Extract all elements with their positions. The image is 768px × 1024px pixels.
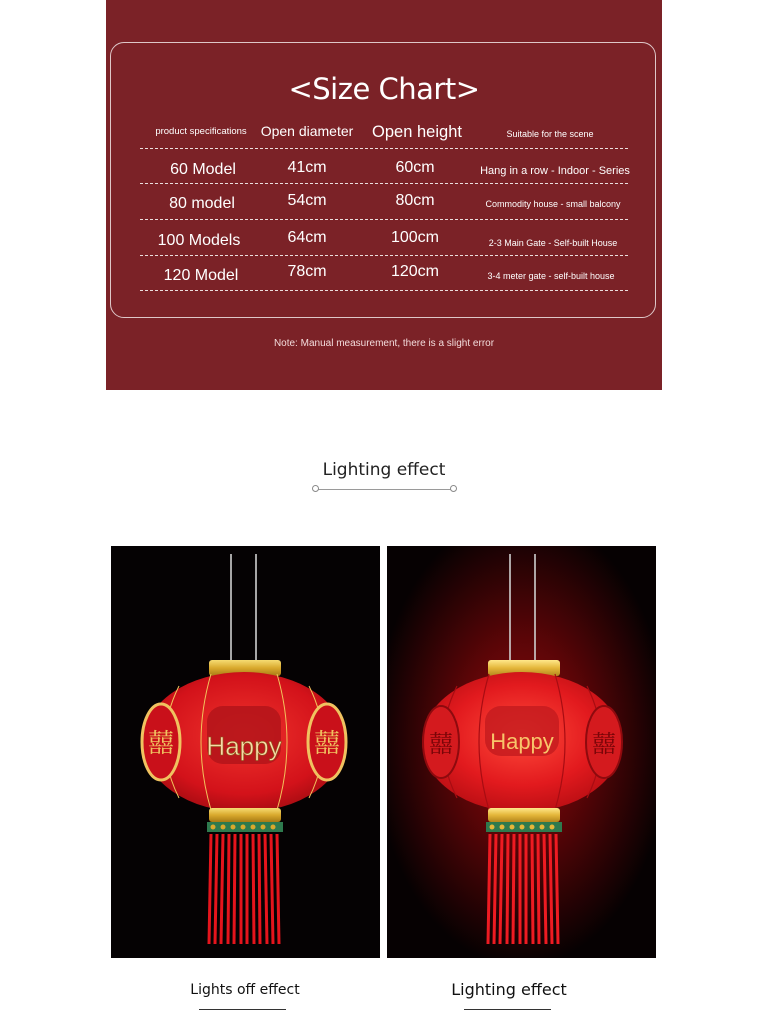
row-diameter: 64cm	[287, 229, 327, 246]
size-chart-title: <Size Chart>	[288, 72, 480, 106]
row-diameter: 54cm	[287, 192, 327, 209]
row-scene: Hang in a row - Indoor - Series	[480, 165, 630, 177]
divider	[140, 219, 628, 220]
divider	[140, 148, 628, 149]
measurement-note: Note: Manual measurement, there is a slight error	[273, 338, 495, 349]
row-height: 60cm	[395, 159, 435, 176]
row-model: 120 Model	[163, 267, 239, 284]
header-scene: Suitable for the scene	[506, 129, 594, 139]
row-model: 80 model	[169, 195, 235, 212]
title-underline	[316, 489, 454, 490]
row-diameter: 41cm	[287, 159, 327, 176]
divider	[140, 255, 628, 256]
header-height: Open height	[372, 123, 462, 141]
svg-text:囍: 囍	[147, 729, 175, 759]
lantern-off-illustration	[111, 546, 380, 958]
lighting-section-title: Lighting effect	[322, 460, 446, 480]
lantern-happy-text: Happy	[206, 731, 282, 761]
row-model: 60 Model	[170, 161, 236, 178]
lighting-underline	[464, 1009, 551, 1010]
row-height: 120cm	[390, 263, 440, 280]
lighting-caption: Lighting effect	[451, 980, 567, 999]
lantern-on-illustration	[387, 546, 656, 958]
header-spec: product specifications	[155, 126, 247, 137]
lantern-lights-off-photo	[111, 546, 380, 958]
lantern-lighting-photo	[387, 546, 656, 958]
underline-dot-left	[312, 485, 319, 492]
row-height: 80cm	[395, 192, 435, 209]
divider	[140, 183, 628, 184]
row-scene: 2-3 Main Gate - Self-built House	[488, 238, 618, 248]
row-diameter: 78cm	[287, 263, 327, 280]
size-chart-panel	[106, 0, 662, 390]
lantern-happy-text: Happy	[490, 729, 554, 754]
lights-off-underline	[199, 1009, 286, 1010]
row-model: 100 Models	[157, 232, 241, 249]
lights-off-caption: Lights off effect	[190, 982, 300, 998]
svg-text:囍: 囍	[313, 729, 341, 759]
svg-text:囍: 囍	[592, 730, 616, 758]
underline-dot-right	[450, 485, 457, 492]
row-height: 100cm	[390, 229, 440, 246]
row-scene: Commodity house - small balcony	[485, 199, 621, 209]
divider	[140, 290, 628, 291]
row-scene: 3-4 meter gate - self-built house	[487, 271, 615, 281]
svg-text:囍: 囍	[429, 730, 453, 758]
header-diameter: Open diameter	[260, 123, 354, 139]
